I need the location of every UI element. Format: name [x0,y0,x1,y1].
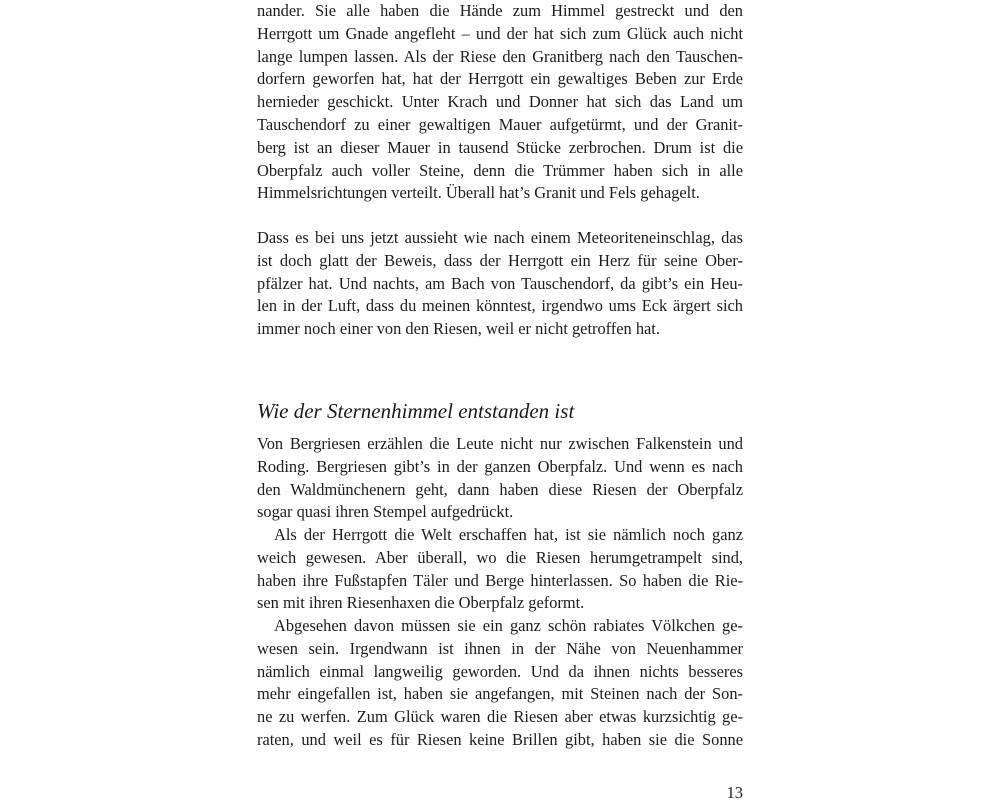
text-line: weich gewesen. Aber überall, wo die Riesen herumgetrampelt sind, [257,547,743,567]
text-line: mehr eingefallen ist, haben sie angefangen, mit Steinen nach der Son- [257,684,743,704]
text-line: den Waldmünchenern geht, dann haben diese Riesen der Oberpfalz [257,479,743,499]
text-line: sogar quasi ihren Stempel aufgedrückt. [257,502,514,522]
text-line: nander. Sie alle haben die Hände zum Himmel gestreckt und den [257,1,743,20]
text-line: Himmelsrichtungen verteilt. Überall hat’s Granit und Fels gehagelt. [257,183,700,203]
text-line: nämlich einmal langweilig geworden. Und da ihnen nichts besseres [257,661,743,681]
text-line: berg ist an dieser Mauer in tausend Stücke zerbrochen. Drum ist die [257,137,743,157]
text-line: Oberpfalz auch voller Steine, denn die Trümmer haben sich in alle [257,160,743,180]
section-heading: Wie der Sternenhimmel entstanden ist [257,399,575,423]
text-line: dorfern geworfen hat, hat der Herrgott ein gewaltiges Beben zur Erde [257,69,743,89]
text-line: raten, und weil es für Riesen keine Brillen gibt, haben sie die Sonne [257,729,743,749]
text-line: Herrgott um Gnade angefleht – und der hat sich zum Glück auch nicht [257,23,743,43]
text-line: Von Bergriesen erzählen die Leute nicht nur zwischen Falkenstein und [257,434,743,453]
text-line: haben ihre Fußstapfen Täler und Berge hinterlassen. So haben die Rie- [257,570,743,590]
text-line: sen mit ihren Riesenhaxen die Oberpfalz geformt. [257,593,585,613]
text-line: lange lumpen lassen. Als der Riese den Granitberg nach den Tauschen- [257,46,743,66]
body-paragraph [257,227,743,341]
body-paragraph [257,615,743,752]
text-line: immer noch einer von den Riesen, weil er nicht getroffen hat. [257,319,660,339]
text-line: wesen sein. Irgendwann ist ihnen in der Nähe von Neuenhammer [257,638,743,658]
page-number: 13 [726,783,743,802]
body-paragraph [257,433,743,524]
text-line: len in der Luft, dass du meinen könntest, irgendwo ums Eck ärgert sich [257,296,743,316]
text-line: Tauschendorf zu einer gewaltigen Mauer aufgetürmt, und der Granit- [257,114,743,134]
text-line: hernieder geschickt. Unter Krach und Donner hat sich das Land um [257,92,743,112]
body-paragraph [257,524,743,615]
text-line: ne zu werfen. Zum Glück waren die Riesen aber etwas kurzsichtig ge- [257,707,743,727]
body-paragraph [257,0,743,205]
text-line: Abgesehen davon müssen sie ein ganz schön rabiates Völkchen ge- [274,616,743,635]
text-line: pfälzer hat. Und nachts, am Bach von Tauschendorf, da gibt’s ein Heu- [257,273,743,293]
text-line: Roding. Bergriesen gibt’s in der ganzen Oberpfalz. Und wenn es nach [257,456,743,476]
text-line: ist doch glatt der Beweis, dass der Herrgott ein Herz für seine Ober- [257,250,743,270]
text-line: Als der Herrgott die Welt erschaffen hat, ist sie nämlich noch ganz [274,525,743,544]
text-line: Dass es bei uns jetzt aussieht wie nach einem Meteoriteneinschlag, das [257,228,743,247]
